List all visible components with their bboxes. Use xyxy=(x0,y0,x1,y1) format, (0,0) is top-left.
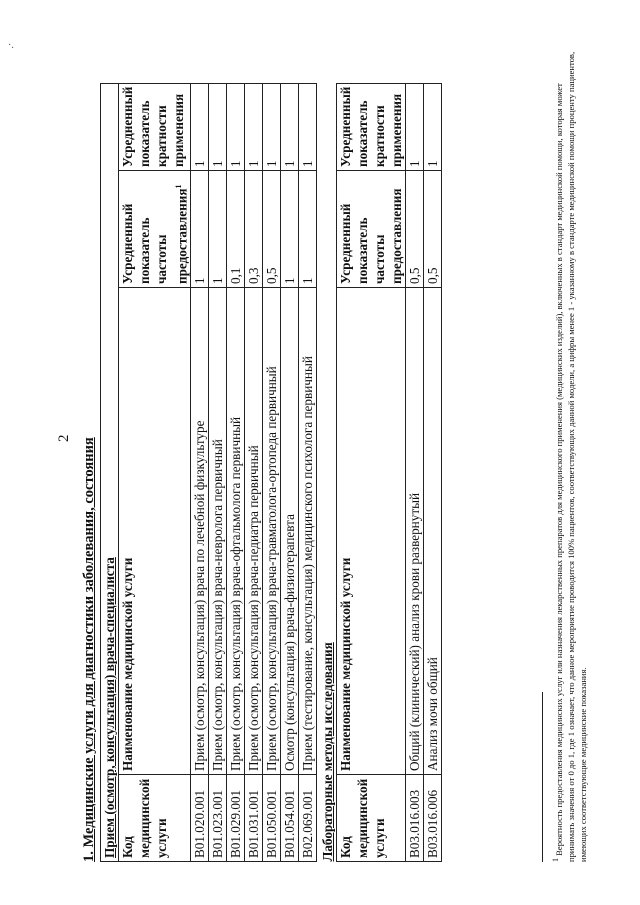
cell-multiplicity: 1 xyxy=(299,83,317,170)
cell-name: Прием (осмотр, консультация) врача-травматолога-ортопеда первичный xyxy=(263,288,281,775)
table-row xyxy=(299,83,317,861)
footnote-divider xyxy=(542,692,543,862)
table-row xyxy=(209,83,227,861)
cell-name: Прием (осмотр, консультация) врача по лечебной физкультуре xyxy=(191,288,209,775)
group-title-row xyxy=(319,83,337,861)
scan-artifact: ·. xyxy=(8,40,14,51)
footnote-number: 1 xyxy=(551,858,560,862)
group-title-row xyxy=(101,83,119,861)
cell-multiplicity: 1 xyxy=(424,83,442,170)
group-title: Лабораторные методы исследования xyxy=(320,642,336,862)
table-row xyxy=(191,83,209,861)
rotated-content xyxy=(80,32,640,862)
cell-frequency: 1 xyxy=(209,171,227,288)
cell-frequency: 1 xyxy=(299,171,317,288)
table-body xyxy=(191,83,317,861)
cell-code: B03.016.006 xyxy=(424,775,442,862)
cell-name: Прием (осмотр, консультация) врача-невролога первичный xyxy=(209,288,227,775)
cell-name: Общий (клинический) анализ крови развернутый xyxy=(406,288,424,775)
cell-multiplicity: 1 xyxy=(263,83,281,170)
page-number: 2 xyxy=(56,434,72,442)
header-multiplicity: Усредненный показатель кратности применения xyxy=(337,83,406,170)
cell-frequency: 0,1 xyxy=(227,171,245,288)
cell-frequency: 1 xyxy=(191,171,209,288)
cell-multiplicity: 1 xyxy=(209,83,227,170)
table-row xyxy=(263,83,281,861)
header-name: Наименование медицинской услуги xyxy=(119,288,191,775)
services-table-lab xyxy=(319,83,442,862)
group-title: Прием (осмотр, консультация) врача-специалиста xyxy=(101,83,119,861)
cell-multiplicity: 1 xyxy=(227,83,245,170)
table-row xyxy=(281,83,299,861)
section-title: 1. Медицинские услуги для диагностики заболевания, состояния xyxy=(81,437,97,862)
cell-code: B01.054.001 xyxy=(281,775,299,862)
cell-frequency: 0,3 xyxy=(245,171,263,288)
cell-code: B03.016.003 xyxy=(406,775,424,862)
cell-multiplicity: 1 xyxy=(406,83,424,170)
header-multiplicity: Усредненный показатель кратности применения xyxy=(119,83,191,170)
cell-frequency: 0,5 xyxy=(424,171,442,288)
cell-code: B01.020.001 xyxy=(191,775,209,862)
header-frequency: Усредненный показатель частоты предоставления xyxy=(337,171,406,288)
table-header-row xyxy=(337,83,406,861)
footnote xyxy=(550,42,589,862)
cell-frequency: 0,5 xyxy=(263,171,281,288)
table-header-row xyxy=(119,83,191,861)
header-name: Наименование медицинской услуги xyxy=(337,288,406,775)
table-row xyxy=(245,83,263,861)
footnote-text: Вероятность предоставления медицинских услуг или назначения лекарственных препаратов для медицинского применения (медицинских изделий), включенных в стандарт медицинской помощи, которая может принимать значения от 0 до 1, где 1 означает, что данное мероприятие проводится 100% пациентов, соответствующих данной модели, а цифры менее 1 - указанному в стандарте медицинской помощи проценту пациентов, имеющих соответствующие медицинские показания. xyxy=(553,51,588,862)
cell-multiplicity: 1 xyxy=(281,83,299,170)
header-code: Код медицинской услуги xyxy=(337,775,406,862)
cell-name: Прием (осмотр, консультация) врача-офтальмолога первичный xyxy=(227,288,245,775)
cell-name: Прием (тестирование, консультация) медицинского психолога первичный xyxy=(299,288,317,775)
header-code: Код медицинской услуги xyxy=(119,775,191,862)
footnote-mark: 1 xyxy=(174,184,183,189)
cell-code: B01.029.001 xyxy=(227,775,245,862)
cell-multiplicity: 1 xyxy=(191,83,209,170)
services-table-consultations xyxy=(100,83,317,862)
cell-code: B01.023.001 xyxy=(209,775,227,862)
cell-frequency: 0,5 xyxy=(406,171,424,288)
header-frequency xyxy=(119,171,191,288)
cell-code: B02.069.001 xyxy=(299,775,317,862)
cell-name: Прием (осмотр, консультация) врача-педиатра первичный xyxy=(245,288,263,775)
cell-code: B01.050.001 xyxy=(263,775,281,862)
table-row xyxy=(424,83,442,861)
cell-name: Анализ мочи общий xyxy=(424,288,442,775)
table-body xyxy=(406,83,442,861)
cell-code: B01.031.001 xyxy=(245,775,263,862)
cell-multiplicity: 1 xyxy=(245,83,263,170)
table-row xyxy=(406,83,424,861)
cell-name: Осмотр (консультация) врача-физиотерапевта xyxy=(281,288,299,775)
table-row xyxy=(227,83,245,861)
cell-frequency: 1 xyxy=(281,171,299,288)
header-frequency-text: Усредненный показатель частоты предоставления xyxy=(120,188,190,284)
